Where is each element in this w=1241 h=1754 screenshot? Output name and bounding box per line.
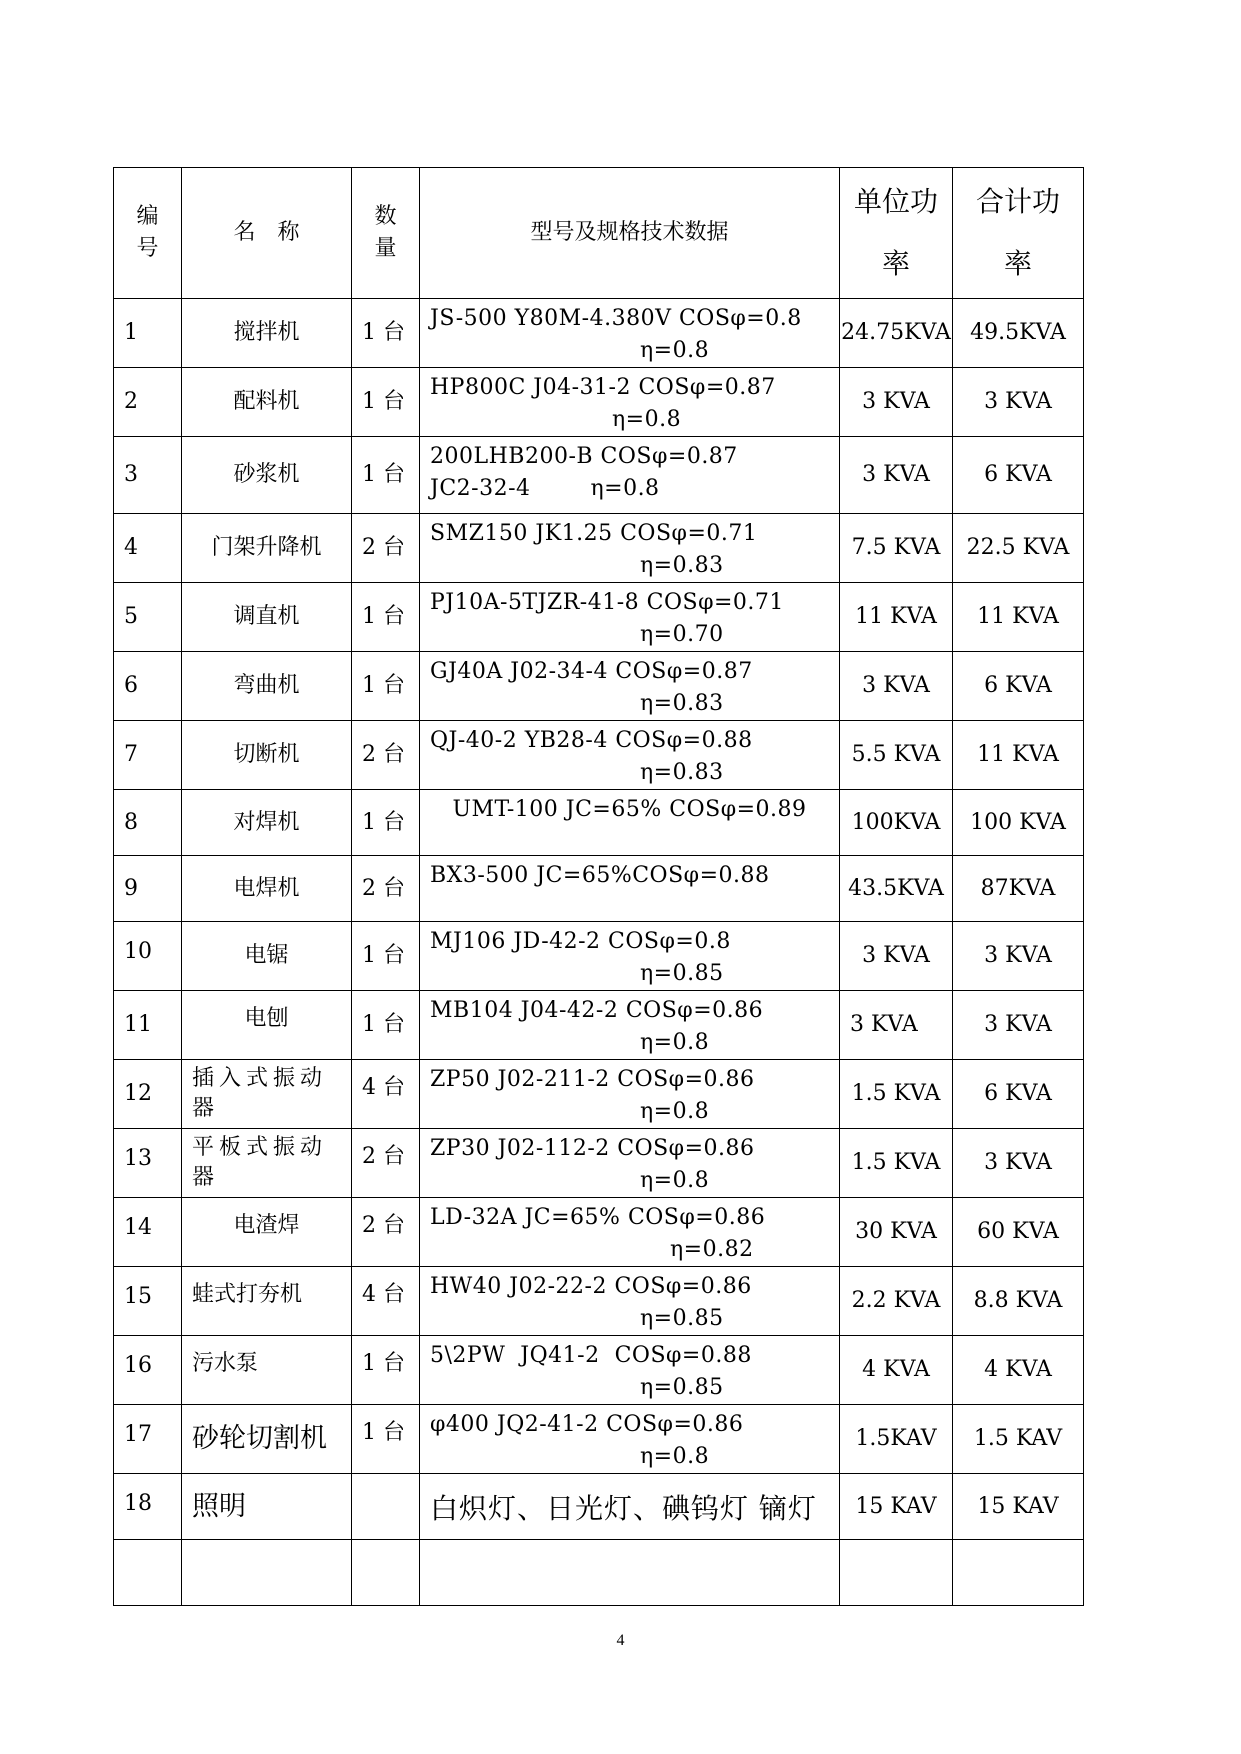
cell-qty: 1 台 bbox=[352, 1405, 420, 1474]
empty-cell bbox=[352, 1540, 420, 1606]
cell-spec: φ400 JQ2-41-2 COSφ=0.86 η=0.8 bbox=[420, 1405, 840, 1474]
cell-unit-power: 3 KVA bbox=[840, 437, 953, 514]
cell-unit-power: 1.5 KVA bbox=[840, 1060, 953, 1129]
table-row bbox=[114, 1129, 1084, 1198]
cell-name: 搅拌机 bbox=[182, 299, 352, 368]
cell-name: 电焊机 bbox=[182, 856, 352, 922]
cell-qty bbox=[352, 1474, 420, 1540]
cell-no: 4 bbox=[114, 514, 182, 583]
empty-cell bbox=[840, 1540, 953, 1606]
cell-unit-power: 2.2 KVA bbox=[840, 1267, 953, 1336]
empty-cell bbox=[953, 1540, 1084, 1606]
cell-unit-power: 4 KVA bbox=[840, 1336, 953, 1405]
cell-total-power: 49.5KVA bbox=[953, 299, 1084, 368]
cell-unit-power: 11 KVA bbox=[840, 583, 953, 652]
table-row bbox=[114, 721, 1084, 790]
cell-qty: 2 台 bbox=[352, 1129, 420, 1198]
cell-name: 对焊机 bbox=[182, 790, 352, 856]
header-unit-power: 单位功 率 bbox=[840, 168, 953, 299]
cell-total-power: 3 KVA bbox=[953, 922, 1084, 991]
cell-qty: 2 台 bbox=[352, 856, 420, 922]
table-row bbox=[114, 1336, 1084, 1405]
header-total-power: 合计功 率 bbox=[953, 168, 1084, 299]
cell-unit-power: 24.75KVA bbox=[840, 299, 953, 368]
cell-qty: 4 台 bbox=[352, 1267, 420, 1336]
table-row bbox=[114, 790, 1084, 856]
cell-no: 15 bbox=[114, 1267, 182, 1336]
cell-no: 13 bbox=[114, 1129, 182, 1198]
cell-unit-power: 3 KVA bbox=[840, 991, 953, 1060]
empty-cell bbox=[182, 1540, 352, 1606]
cell-name: 电刨 bbox=[182, 991, 352, 1060]
cell-total-power: 3 KVA bbox=[953, 368, 1084, 437]
cell-name: 调直机 bbox=[182, 583, 352, 652]
table-row bbox=[114, 368, 1084, 437]
table-row bbox=[114, 514, 1084, 583]
cell-total-power: 11 KVA bbox=[953, 583, 1084, 652]
table-row bbox=[114, 1474, 1084, 1540]
table-row bbox=[114, 299, 1084, 368]
header-row bbox=[114, 168, 1084, 299]
cell-total-power: 1.5 KAV bbox=[953, 1405, 1084, 1474]
cell-spec: HW40 J02-22-2 COSφ=0.86 η=0.85 bbox=[420, 1267, 840, 1336]
table-row bbox=[114, 652, 1084, 721]
cell-total-power: 87KVA bbox=[953, 856, 1084, 922]
cell-unit-power: 30 KVA bbox=[840, 1198, 953, 1267]
table-row bbox=[114, 922, 1084, 991]
cell-name: 砂轮切割机 bbox=[182, 1405, 352, 1474]
cell-unit-power: 3 KVA bbox=[840, 652, 953, 721]
cell-spec: 5\2PW JQ41-2 COSφ=0.88 η=0.85 bbox=[420, 1336, 840, 1405]
cell-spec: ZP30 J02-112-2 COSφ=0.86 η=0.8 bbox=[420, 1129, 840, 1198]
cell-qty: 1 台 bbox=[352, 790, 420, 856]
header-name: 名 称 bbox=[182, 168, 352, 299]
empty-row bbox=[114, 1540, 1084, 1606]
cell-total-power: 11 KVA bbox=[953, 721, 1084, 790]
header-spec: 型号及规格技术数据 bbox=[420, 168, 840, 299]
cell-no: 1 bbox=[114, 299, 182, 368]
cell-no: 2 bbox=[114, 368, 182, 437]
cell-qty: 1 台 bbox=[352, 991, 420, 1060]
cell-unit-power: 1.5 KVA bbox=[840, 1129, 953, 1198]
cell-name: 电渣焊 bbox=[182, 1198, 352, 1267]
cell-spec: 200LHB200-B COSφ=0.87 JC2-32-4 η=0.8 bbox=[420, 437, 840, 514]
cell-name: 配料机 bbox=[182, 368, 352, 437]
header-qty: 数 量 bbox=[352, 168, 420, 299]
cell-qty: 1 台 bbox=[352, 1336, 420, 1405]
cell-no: 16 bbox=[114, 1336, 182, 1405]
cell-unit-power: 1.5KAV bbox=[840, 1405, 953, 1474]
cell-qty: 1 台 bbox=[352, 437, 420, 514]
cell-no: 11 bbox=[114, 991, 182, 1060]
cell-unit-power: 7.5 KVA bbox=[840, 514, 953, 583]
cell-unit-power: 15 KAV bbox=[840, 1474, 953, 1540]
table-row bbox=[114, 856, 1084, 922]
cell-total-power: 3 KVA bbox=[953, 991, 1084, 1060]
table-row bbox=[114, 1198, 1084, 1267]
cell-total-power: 60 KVA bbox=[953, 1198, 1084, 1267]
header-no: 编 号 bbox=[114, 168, 182, 299]
cell-total-power: 15 KAV bbox=[953, 1474, 1084, 1540]
cell-spec: GJ40A J02-34-4 COSφ=0.87 η=0.83 bbox=[420, 652, 840, 721]
cell-name: 门架升降机 bbox=[182, 514, 352, 583]
cell-qty: 1 台 bbox=[352, 922, 420, 991]
cell-name: 切断机 bbox=[182, 721, 352, 790]
empty-cell bbox=[114, 1540, 182, 1606]
cell-spec: LD-32A JC=65% COSφ=0.86 η=0.82 bbox=[420, 1198, 840, 1267]
cell-spec: PJ10A-5TJZR-41-8 COSφ=0.71 η=0.70 bbox=[420, 583, 840, 652]
cell-no: 8 bbox=[114, 790, 182, 856]
cell-spec: MJ106 JD-42-2 COSφ=0.8 η=0.85 bbox=[420, 922, 840, 991]
cell-total-power: 22.5 KVA bbox=[953, 514, 1084, 583]
cell-name: 插入式振动器 bbox=[182, 1060, 352, 1129]
cell-qty: 4 台 bbox=[352, 1060, 420, 1129]
cell-spec: HP800C J04-31-2 COSφ=0.87 η=0.8 bbox=[420, 368, 840, 437]
cell-no: 3 bbox=[114, 437, 182, 514]
table-row bbox=[114, 1060, 1084, 1129]
cell-spec: JS-500 Y80M-4.380V COSφ=0.8 η=0.8 bbox=[420, 299, 840, 368]
cell-spec: MB104 J04-42-2 COSφ=0.86 η=0.8 bbox=[420, 991, 840, 1060]
cell-qty: 2 台 bbox=[352, 514, 420, 583]
cell-name: 污水泵 bbox=[182, 1336, 352, 1405]
page-number: 4 bbox=[616, 1632, 625, 1649]
cell-no: 10 bbox=[114, 922, 182, 991]
cell-total-power: 6 KVA bbox=[953, 652, 1084, 721]
cell-unit-power: 5.5 KVA bbox=[840, 721, 953, 790]
cell-no: 9 bbox=[114, 856, 182, 922]
cell-name: 蛙式打夯机 bbox=[182, 1267, 352, 1336]
cell-unit-power: 3 KVA bbox=[840, 368, 953, 437]
empty-cell bbox=[420, 1540, 840, 1606]
cell-no: 17 bbox=[114, 1405, 182, 1474]
cell-no: 14 bbox=[114, 1198, 182, 1267]
cell-name: 砂浆机 bbox=[182, 437, 352, 514]
table-row bbox=[114, 583, 1084, 652]
cell-qty: 1 台 bbox=[352, 368, 420, 437]
cell-qty: 1 台 bbox=[352, 652, 420, 721]
cell-no: 5 bbox=[114, 583, 182, 652]
cell-total-power: 8.8 KVA bbox=[953, 1267, 1084, 1336]
table-row bbox=[114, 991, 1084, 1060]
equipment-table bbox=[113, 167, 1084, 1606]
table-row bbox=[114, 1267, 1084, 1336]
cell-qty: 2 台 bbox=[352, 1198, 420, 1267]
cell-unit-power: 100KVA bbox=[840, 790, 953, 856]
cell-qty: 1 台 bbox=[352, 299, 420, 368]
cell-spec: ZP50 J02-211-2 COSφ=0.86 η=0.8 bbox=[420, 1060, 840, 1129]
cell-name: 照明 bbox=[182, 1474, 352, 1540]
cell-name: 弯曲机 bbox=[182, 652, 352, 721]
cell-total-power: 3 KVA bbox=[953, 1129, 1084, 1198]
cell-no: 18 bbox=[114, 1474, 182, 1540]
cell-spec: BX3-500 JC=65%COSφ=0.88 bbox=[420, 856, 840, 922]
cell-spec: 白炽灯、日光灯、碘钨灯 镝灯 bbox=[420, 1474, 840, 1540]
cell-no: 12 bbox=[114, 1060, 182, 1129]
cell-total-power: 4 KVA bbox=[953, 1336, 1084, 1405]
cell-spec: UMT-100 JC=65% COSφ=0.89 bbox=[420, 790, 840, 856]
cell-total-power: 6 KVA bbox=[953, 437, 1084, 514]
cell-qty: 1 台 bbox=[352, 583, 420, 652]
cell-unit-power: 43.5KVA bbox=[840, 856, 953, 922]
cell-no: 6 bbox=[114, 652, 182, 721]
cell-spec: SMZ150 JK1.25 COSφ=0.71 η=0.83 bbox=[420, 514, 840, 583]
cell-qty: 2 台 bbox=[352, 721, 420, 790]
table-row bbox=[114, 437, 1084, 514]
cell-no: 7 bbox=[114, 721, 182, 790]
cell-unit-power: 3 KVA bbox=[840, 922, 953, 991]
cell-name: 电锯 bbox=[182, 922, 352, 991]
cell-total-power: 100 KVA bbox=[953, 790, 1084, 856]
cell-name: 平板式振动器 bbox=[182, 1129, 352, 1198]
cell-spec: QJ-40-2 YB28-4 COSφ=0.88 η=0.83 bbox=[420, 721, 840, 790]
cell-total-power: 6 KVA bbox=[953, 1060, 1084, 1129]
table-row bbox=[114, 1405, 1084, 1474]
